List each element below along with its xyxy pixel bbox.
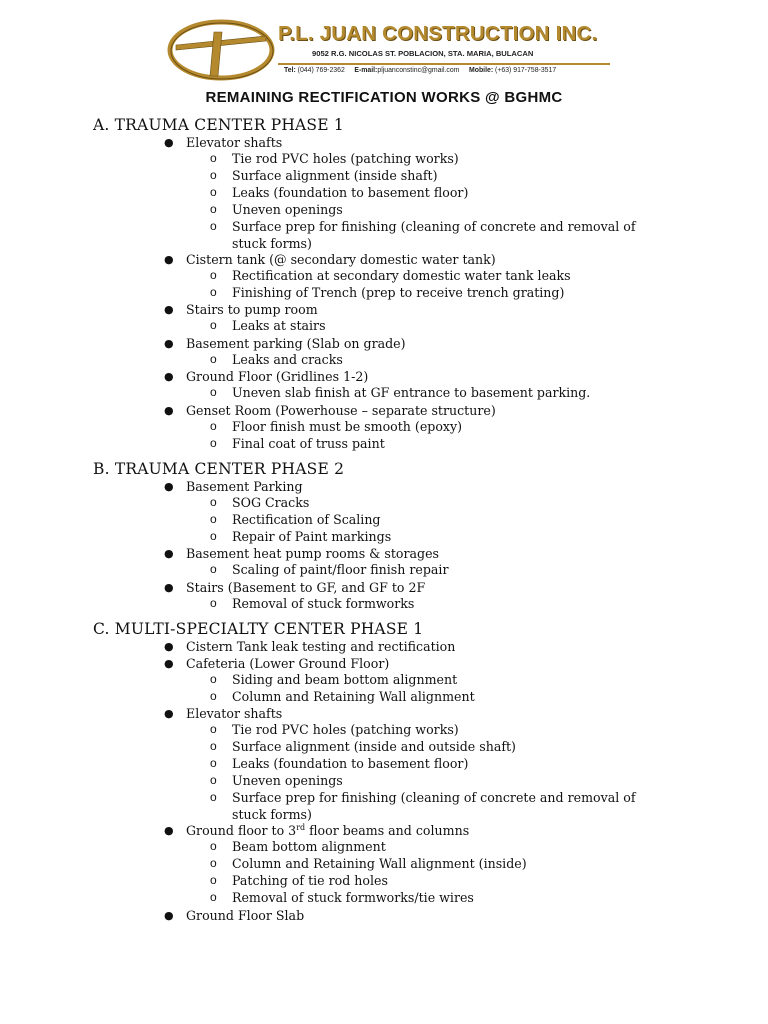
circle-bullet-icon: o: [210, 790, 217, 804]
circle-bullet-icon: o: [210, 689, 217, 703]
sub-list-item: o Uneven openings: [210, 773, 343, 788]
list-item: ● Elevator shafts: [164, 135, 283, 150]
list-item: ● Cistern Tank leak testing and rectification: [164, 639, 456, 654]
sub-list-item: o Scaling of paint/floor finish repair: [210, 562, 449, 577]
circle-bullet-icon: o: [210, 672, 217, 686]
bullet-icon: ●: [164, 581, 174, 594]
sub-list-item: o Uneven openings: [210, 202, 343, 217]
sub-list-item: o Uneven slab finish at GF entrance to basement parking.: [210, 385, 591, 400]
circle-bullet-icon: o: [210, 512, 217, 526]
letterhead: [160, 14, 610, 86]
sub-list-item: o Repair of Paint markings: [210, 529, 392, 544]
sub-list-item: o Tie rod PVC holes (patching works): [210, 151, 459, 166]
circle-bullet-icon: o: [210, 856, 217, 870]
bullet-icon: ●: [164, 303, 174, 316]
company-logo-icon: [166, 18, 276, 82]
list-item: ● Basement parking (Slab on grade): [164, 336, 406, 351]
list-item: ● Stairs to pump room: [164, 302, 318, 317]
mobile-label: Mobile:: [469, 67, 494, 74]
mobile-value: (+63) 917-758-3517: [495, 67, 557, 74]
sub-list-item: o Finishing of Trench (prep to receive trench grating): [210, 285, 565, 300]
sub-list-item: o Removal of stuck formworks/tie wires: [210, 890, 474, 905]
circle-bullet-icon: o: [210, 385, 217, 399]
circle-bullet-icon: o: [210, 185, 217, 199]
tel-label: Tel:: [284, 67, 296, 74]
sub-list-item: o Surface alignment (inside shaft): [210, 168, 438, 183]
company-name: P.L. JUAN CONSTRUCTION INC.: [278, 22, 598, 45]
section-heading: B. TRAUMA CENTER PHASE 2: [93, 460, 345, 478]
email-value: pljuanconstinc@gmail.com: [377, 67, 460, 74]
circle-bullet-icon: o: [210, 873, 217, 887]
sub-list-item: o Leaks (foundation to basement floor): [210, 185, 469, 200]
bullet-icon: ●: [164, 480, 174, 493]
sub-list-item: o Leaks (foundation to basement floor): [210, 756, 469, 771]
email-label: E-mail:: [354, 67, 378, 74]
circle-bullet-icon: o: [210, 151, 217, 165]
list-item: ● Elevator shafts: [164, 706, 283, 721]
sub-list-item: o Leaks and cracks: [210, 352, 343, 367]
bullet-icon: ●: [164, 707, 174, 720]
sub-list-item: o Surface prep for finishing (cleaning of concrete and removal of: [210, 219, 636, 234]
section-heading: A. TRAUMA CENTER PHASE 1: [93, 116, 344, 134]
sub-list-item: o Leaks at stairs: [210, 318, 326, 333]
sub-list-item-continuation: stuck forms): [232, 807, 312, 822]
bullet-icon: ●: [164, 909, 174, 922]
list-item: ● Ground Floor (Gridlines 1-2): [164, 369, 369, 384]
sub-list-item: o Surface alignment (inside and outside shaft): [210, 739, 516, 754]
bullet-icon: ●: [164, 337, 174, 350]
list-item: ● Cafeteria (Lower Ground Floor): [164, 656, 390, 671]
bullet-icon: ●: [164, 136, 174, 149]
sub-list-item: o Rectification of Scaling: [210, 512, 381, 527]
circle-bullet-icon: o: [210, 419, 217, 433]
circle-bullet-icon: o: [210, 219, 217, 233]
list-item: ● Cistern tank (@ secondary domestic water tank): [164, 252, 496, 267]
circle-bullet-icon: o: [210, 268, 217, 282]
circle-bullet-icon: o: [210, 436, 217, 450]
list-item: ● Stairs (Basement to GF, and GF to 2F: [164, 580, 426, 595]
circle-bullet-icon: o: [210, 739, 217, 753]
circle-bullet-icon: o: [210, 202, 217, 216]
bullet-icon: ●: [164, 640, 174, 653]
circle-bullet-icon: o: [210, 352, 217, 366]
circle-bullet-icon: o: [210, 722, 217, 736]
circle-bullet-icon: o: [210, 562, 217, 576]
company-contact: [284, 67, 556, 74]
sub-list-item: o Surface prep for finishing (cleaning of concrete and removal of: [210, 790, 636, 805]
bullet-icon: ●: [164, 370, 174, 383]
company-address: 9052 R.G. NICOLAS ST. POBLACION, STA. MARIA, BULACAN: [312, 49, 534, 58]
list-item: ● Basement heat pump rooms & storages: [164, 546, 439, 561]
letterhead-divider: [278, 63, 610, 65]
list-item: ● Ground Floor Slab: [164, 908, 305, 923]
sub-list-item: o SOG Cracks: [210, 495, 310, 510]
circle-bullet-icon: o: [210, 529, 217, 543]
circle-bullet-icon: o: [210, 318, 217, 332]
sub-list-item: o Column and Retaining Wall alignment: [210, 689, 475, 704]
sub-list-item: o Floor finish must be smooth (epoxy): [210, 419, 463, 434]
bullet-icon: ●: [164, 404, 174, 417]
sub-list-item: o Final coat of truss paint: [210, 436, 385, 451]
sub-list-item: o Column and Retaining Wall alignment (inside): [210, 856, 527, 871]
circle-bullet-icon: o: [210, 168, 217, 182]
sub-list-item: o Siding and beam bottom alignment: [210, 672, 458, 687]
sub-list-item: o Beam bottom alignment: [210, 839, 386, 854]
list-item: ● Ground floor to 3rd floor beams and columns: [164, 822, 470, 838]
bullet-icon: ●: [164, 253, 174, 266]
circle-bullet-icon: o: [210, 285, 217, 299]
sub-list-item: o Tie rod PVC holes (patching works): [210, 722, 459, 737]
sub-list-item: o Patching of tie rod holes: [210, 873, 388, 888]
sub-list-item: o Removal of stuck formworks: [210, 596, 415, 611]
bullet-icon: ●: [164, 824, 174, 837]
circle-bullet-icon: o: [210, 773, 217, 787]
section-heading: C. MULTI-SPECIALTY CENTER PHASE 1: [93, 620, 424, 638]
tel-value: (044) 769-2362: [297, 67, 345, 74]
document-title: REMAINING RECTIFICATION WORKS @ BGHMC: [205, 89, 563, 106]
bullet-icon: ●: [164, 657, 174, 670]
circle-bullet-icon: o: [210, 756, 217, 770]
list-item: ● Basement Parking: [164, 479, 303, 494]
circle-bullet-icon: o: [210, 839, 217, 853]
circle-bullet-icon: o: [210, 495, 217, 509]
circle-bullet-icon: o: [210, 596, 217, 610]
sub-list-item: o Rectification at secondary domestic water tank leaks: [210, 268, 571, 283]
list-item: ● Genset Room (Powerhouse – separate structure): [164, 403, 496, 418]
bullet-icon: ●: [164, 547, 174, 560]
circle-bullet-icon: o: [210, 890, 217, 904]
sub-list-item-continuation: stuck forms): [232, 236, 312, 251]
